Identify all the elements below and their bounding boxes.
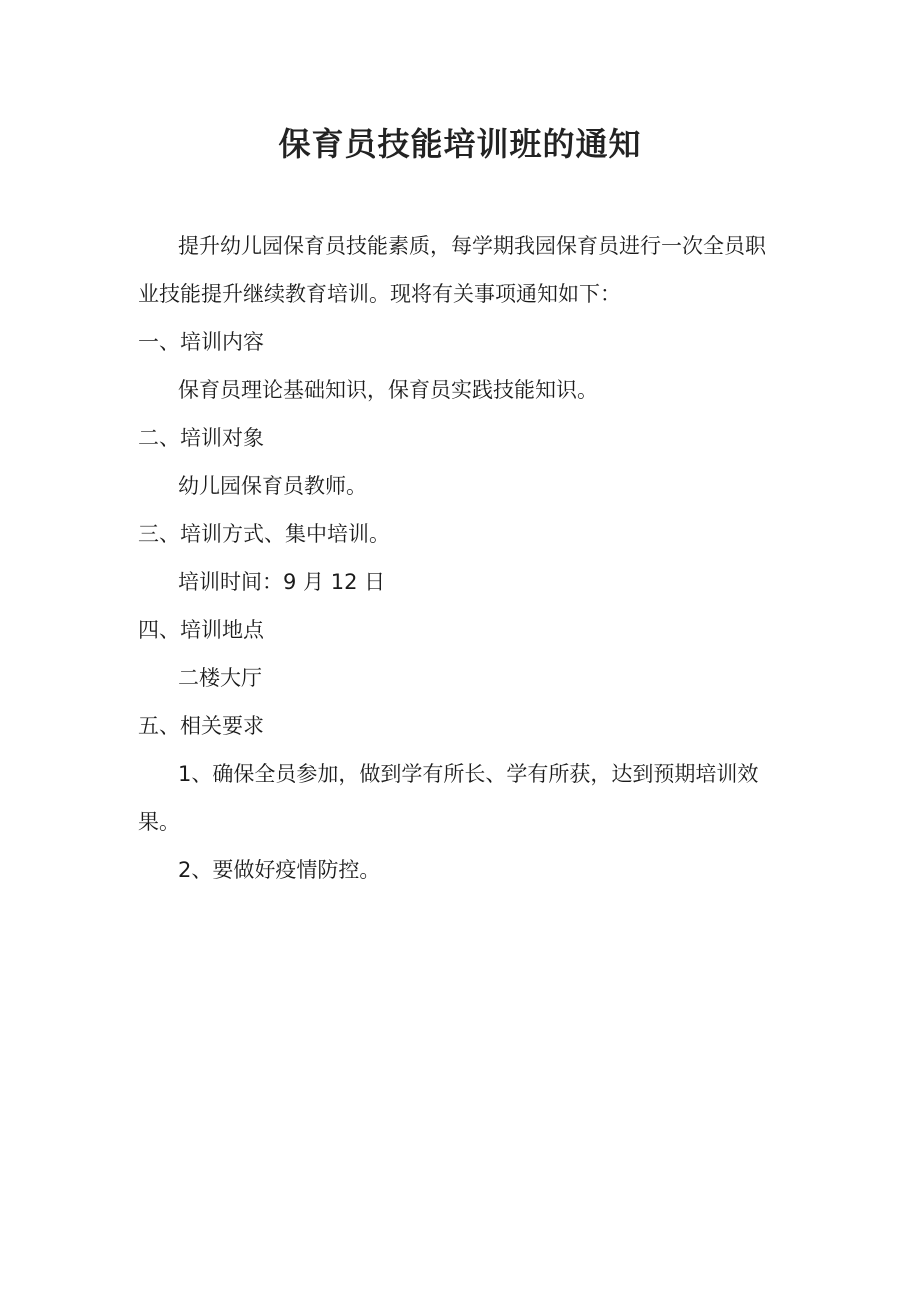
section-audience-line: 幼儿园保育员教师。 (178, 474, 367, 498)
section-method-time-line: 培训时间：9 月 12 日 (178, 570, 386, 594)
document-body (138, 222, 783, 894)
requirement-item-1: 1、确保全员参加，做到学有所长、学有所获，达到预期培训效果。 (138, 762, 759, 834)
section-location-line: 二楼大厅 (178, 666, 262, 690)
requirement-item-2: 2、要做好疫情防控。 (178, 858, 381, 882)
section-heading-location: 四、培训地点 (138, 618, 264, 642)
section-heading-audience: 二、培训对象 (138, 426, 264, 450)
section-content-line: 保育员理论基础知识，保育员实践技能知识。 (178, 378, 598, 402)
section-heading-requirements: 五、相关要求 (138, 714, 264, 738)
intro-paragraph: 提升幼儿园保育员技能素质，每学期我园保育员进行一次全员职业技能提升继续教育培训。现将有关事项通知如下： (138, 234, 766, 306)
document-title: 保育员技能培训班的通知 (278, 125, 642, 163)
section-heading-content: 一、培训内容 (138, 330, 264, 354)
section-heading-method: 三、培训方式、集中培训。 (138, 522, 390, 546)
